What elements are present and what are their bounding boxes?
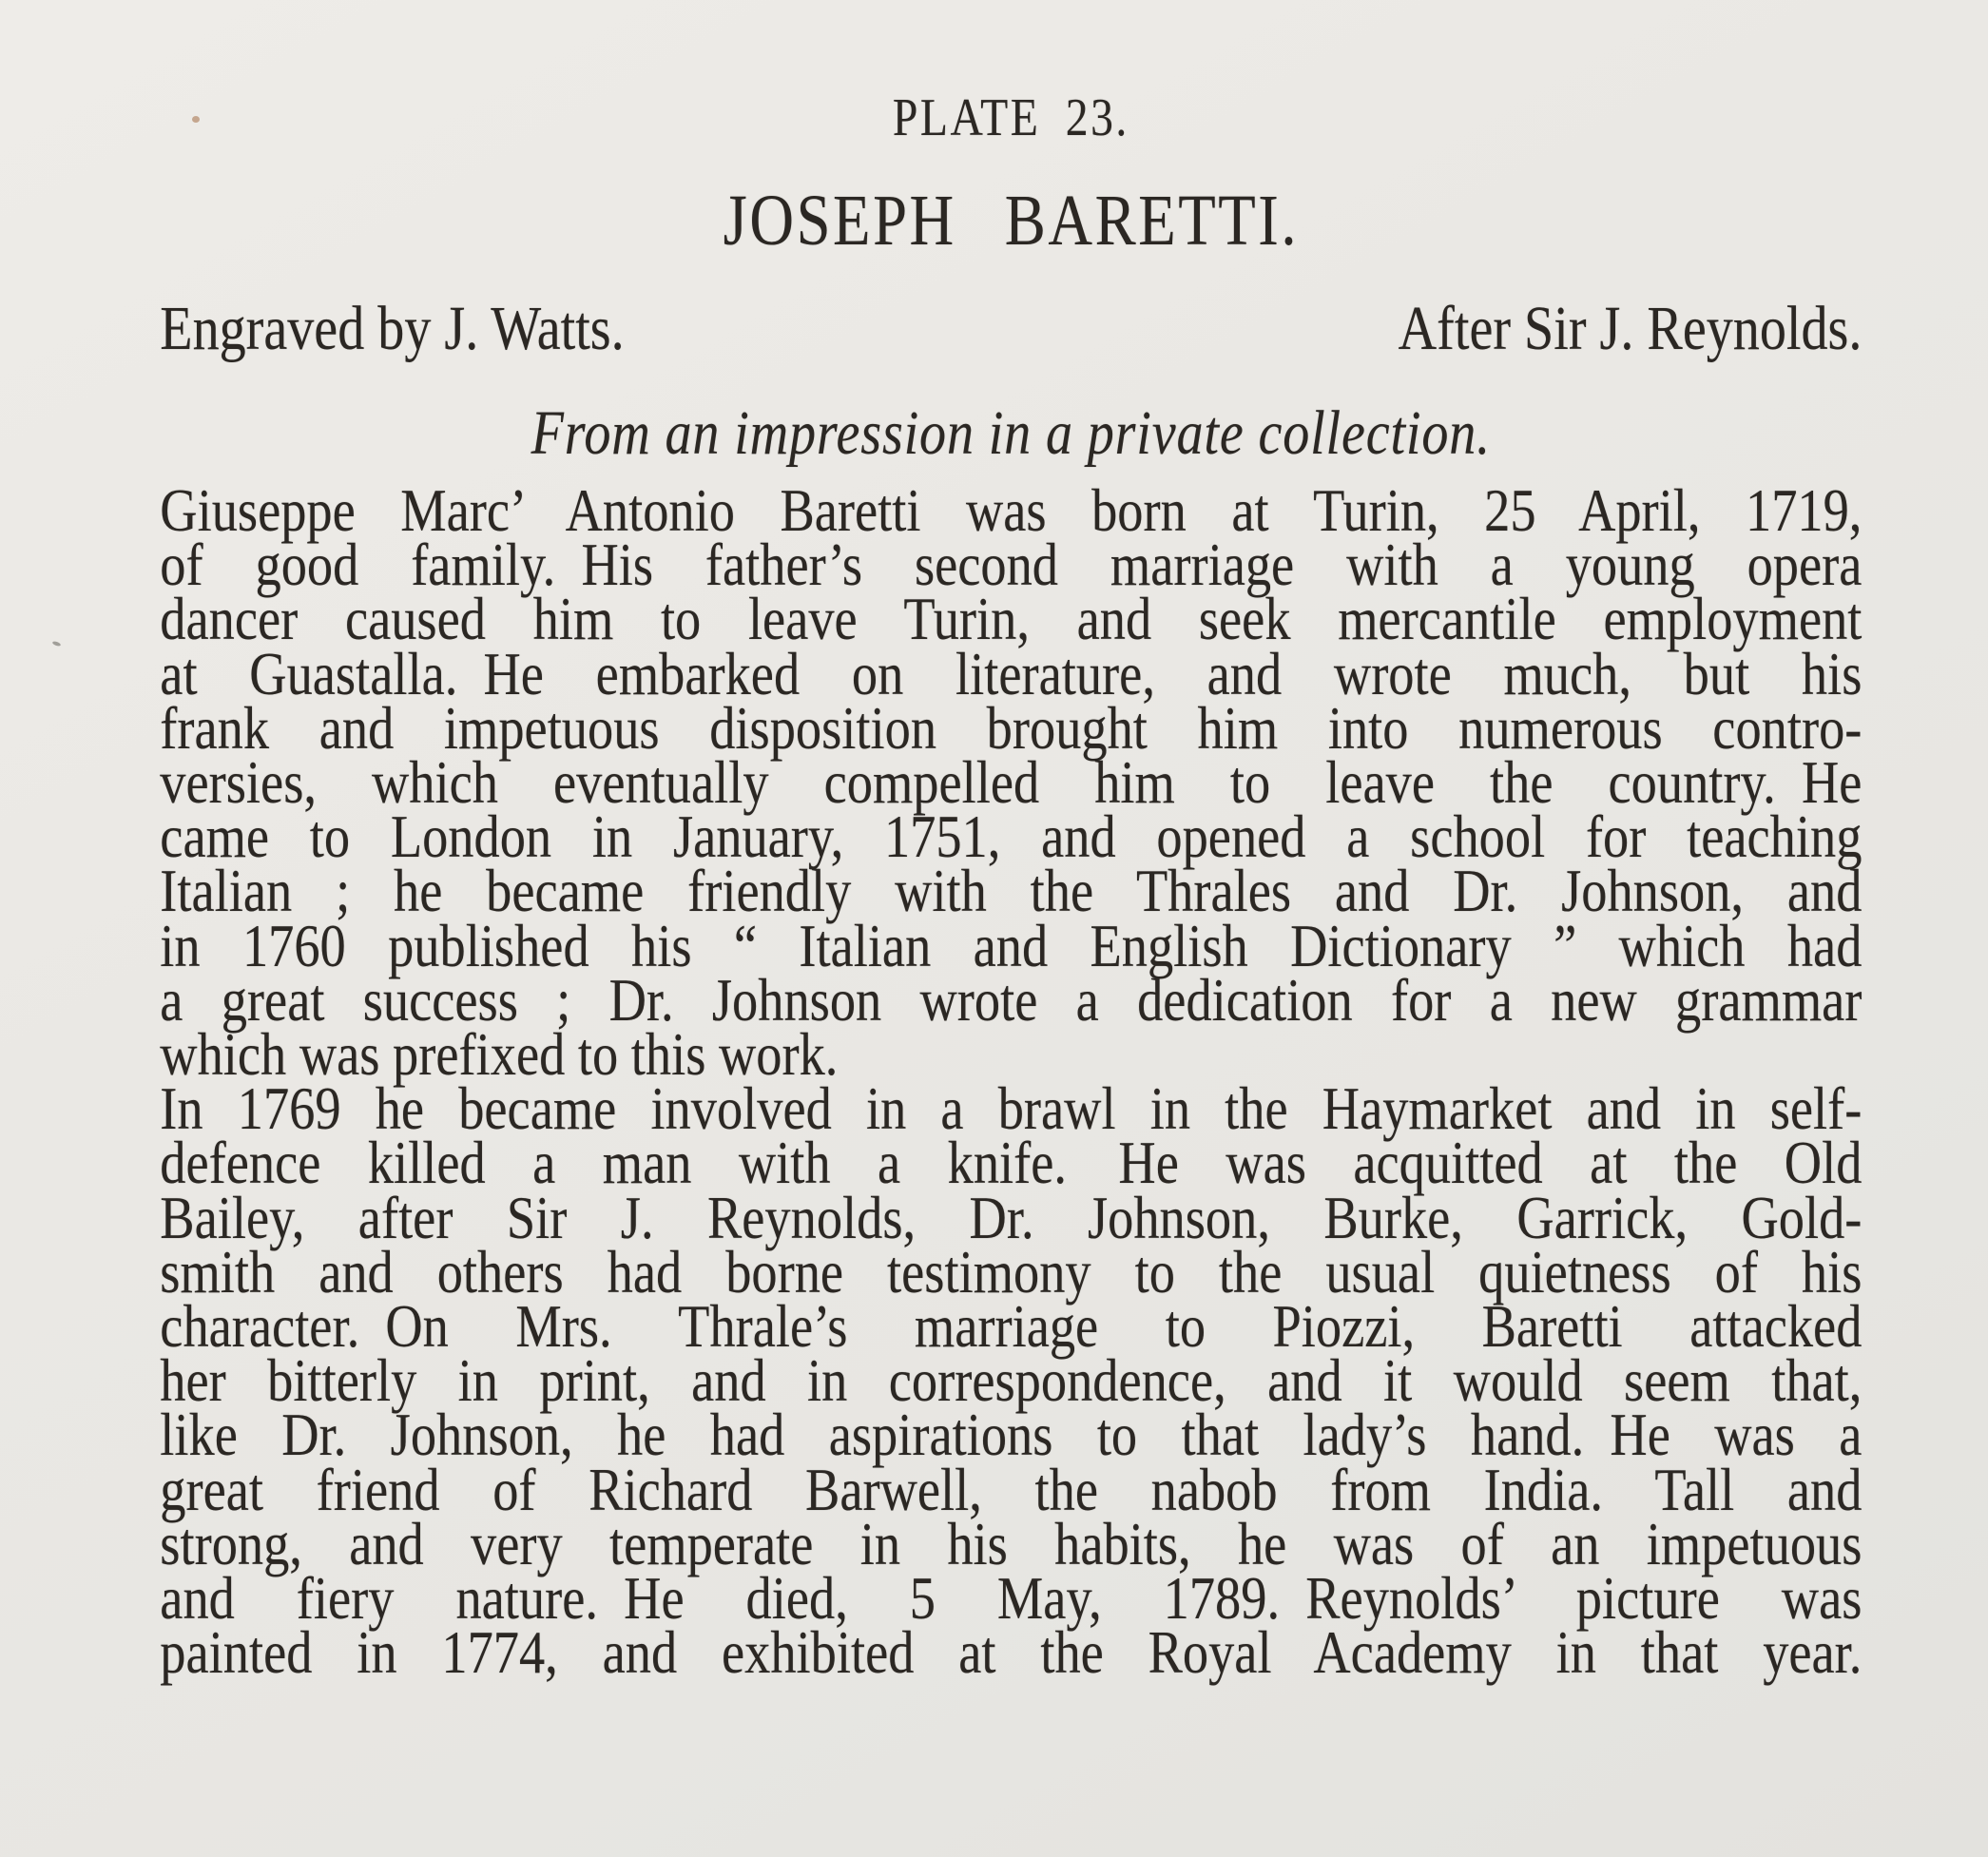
text-line: In 1769 he became involved in a brawl in the Haymarket and in self- [160,1074,1863,1143]
paragraph [160,476,1863,1089]
text-line: Bailey, after Sir J. Reynolds, Dr. Johnson, Burke, Garrick, Gold- [160,1183,1863,1251]
plate-label: PLATE 23. [892,88,1129,147]
text-line: smith and others had borne testimony to the usual quietness of his [160,1237,1863,1306]
text-line: versies, which eventually compelled him to leave the country. He [160,748,1863,817]
text-line: came to London in January, 1751, and opened a school for teaching [160,803,1863,871]
text-line: great friend of Richard Barwell, the nabob from India. Tall and [160,1455,1863,1523]
provenance-line: From an impression in a private collection. [531,398,1492,468]
text-line: strong, and very temperate in his habits, he was of an impetuous [160,1509,1863,1577]
body-text [160,476,1863,1687]
text-line: character. On Mrs. Thrale’s marriage to Piozzi, Baretti attacked [160,1292,1863,1361]
credits-row [160,289,1862,369]
text-line: painted in 1774, and exhibited at the Royal Academy in that year. [160,1618,1863,1687]
text-line: frank and impetuous disposition brought him into numerous contro- [160,693,1863,762]
text-line: defence killed a man with a knife. He was acquitted at the Old [160,1129,1863,1197]
text-line: of good family. His father’s second marriage with a young opera [160,531,1863,599]
text-line: like Dr. Johnson, he had aspirations to that lady’s hand. He was a [160,1401,1863,1469]
text-line: a great success ; Dr. Johnson wrote a dedication for a new grammar [160,965,1863,1034]
page-title: JOSEPH BARETTI. [723,181,1300,261]
painter-credit: After Sir J. Reynolds. [1398,294,1863,363]
text-line: and fiery nature. He died, 5 May, 1789. Reynolds’ picture was [160,1564,1863,1633]
engraver-credit: Engraved by J. Watts. [160,294,625,363]
paragraph [160,1074,1863,1687]
text-line: her bitterly in print, and in correspondence, and it would seem that, [160,1346,1863,1415]
text-line: Italian ; he became friendly with the Thrales and Dr. Johnson, and [160,857,1863,925]
text-line: Giuseppe Marc’ Antonio Baretti was born at Turin, 25 April, 1719, [160,476,1863,544]
text-line: which was prefixed to this work. [160,1020,839,1089]
text-line: at Guastalla. He embarked on literature, and wrote much, but his [160,639,1863,707]
text-line: dancer caused him to leave Turin, and seek mercantile employment [160,585,1863,653]
text-line: in 1760 published his “ Italian and English Dictionary ” which had [160,911,1863,979]
